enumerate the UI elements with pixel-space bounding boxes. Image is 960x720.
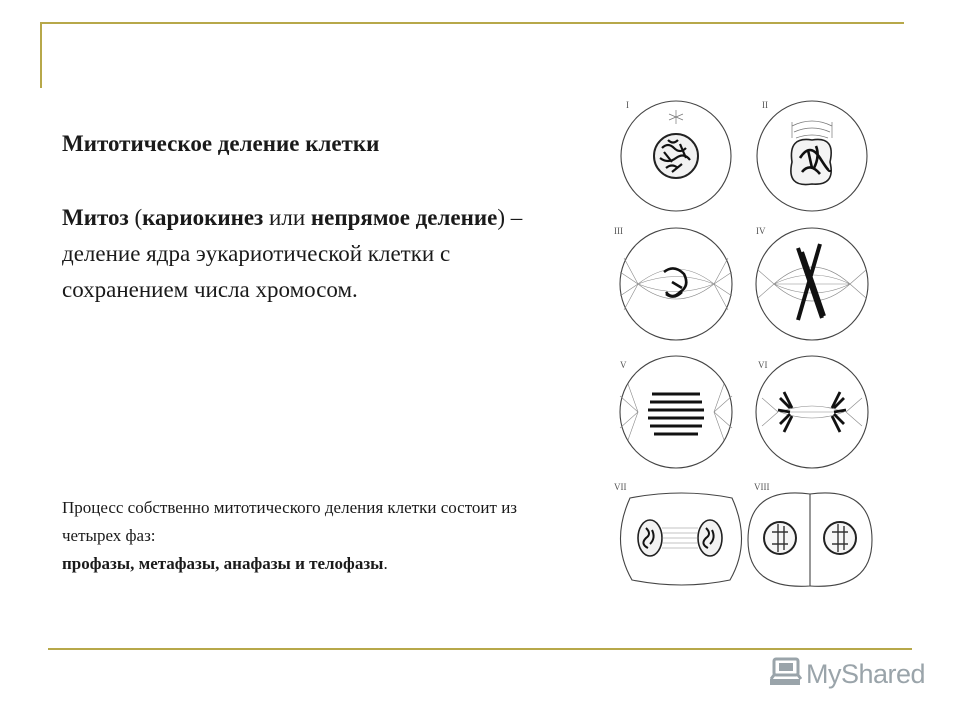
definition-rest: ) – деление ядра эукариотической клетки с сохранением числа хромосом. bbox=[62, 205, 523, 302]
stage-label-8: VIII bbox=[754, 482, 770, 492]
slide-title: Митотическое деление клетки bbox=[62, 131, 380, 156]
phases-intro: Процесс собственно митотического деления клетки состоит из четырех фаз: bbox=[62, 498, 518, 545]
stage-2-cell bbox=[757, 101, 867, 211]
stage-7-cell bbox=[620, 493, 741, 585]
stage-label-5: V bbox=[620, 360, 627, 370]
stage-1-cell bbox=[621, 101, 731, 211]
stage-6-cell bbox=[756, 356, 868, 468]
definition-or: или bbox=[263, 205, 311, 230]
mitosis-stages-figure bbox=[606, 92, 880, 590]
stage-4-cell bbox=[756, 228, 868, 340]
phases-period: . bbox=[383, 554, 388, 573]
mitosis-definition bbox=[62, 200, 532, 308]
watermark-text: MyShared bbox=[806, 658, 926, 689]
definition-paren: ( bbox=[128, 205, 143, 230]
myshared-watermark[interactable] bbox=[768, 654, 925, 694]
left-rule bbox=[40, 22, 42, 88]
stage-label-3: III bbox=[614, 226, 623, 236]
stage-label-6: VI bbox=[758, 360, 768, 370]
stage-3-cell bbox=[620, 228, 732, 340]
top-rule bbox=[40, 22, 904, 24]
bottom-rule bbox=[48, 648, 912, 650]
term-indirect-division: непрямое деление bbox=[310, 205, 498, 230]
myshared-logo-icon bbox=[768, 655, 802, 694]
term-mitosis: Митоз bbox=[62, 205, 129, 230]
mitosis-stages-svg bbox=[606, 92, 880, 590]
stage-label-7: VII bbox=[614, 482, 627, 492]
stage-5-cell bbox=[620, 356, 732, 468]
stage-label-4: IV bbox=[756, 226, 766, 236]
stage-label-1: I bbox=[626, 100, 629, 110]
stage-label-2: II bbox=[762, 100, 768, 110]
term-karyokinesis: кариокинез bbox=[142, 205, 264, 230]
stage-8-cell bbox=[748, 493, 872, 586]
phases-paragraph bbox=[62, 494, 562, 578]
phases-list: профазы, метафазы, анафазы и телофазы bbox=[62, 554, 384, 573]
